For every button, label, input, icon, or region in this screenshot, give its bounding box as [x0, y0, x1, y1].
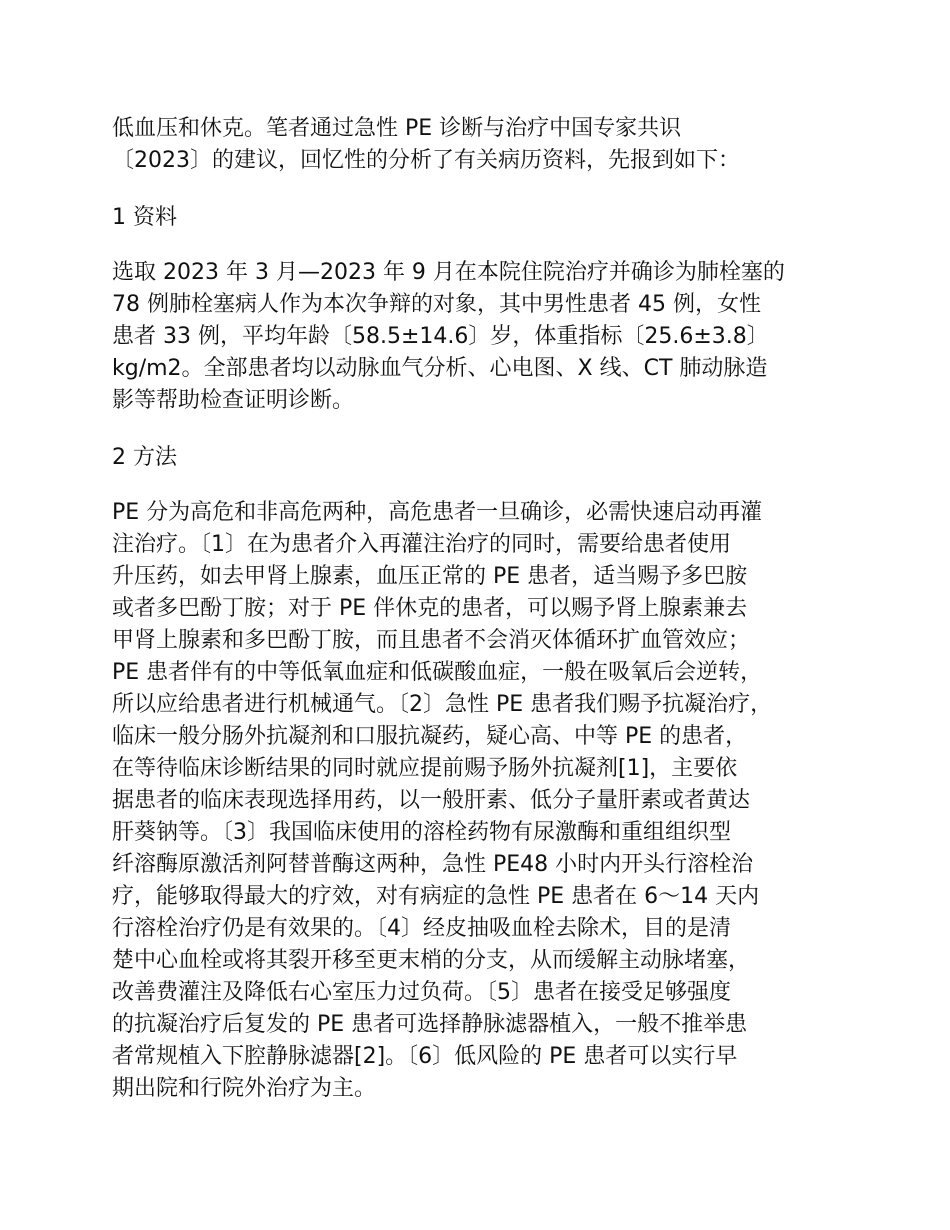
text-line: kg/m2。全部患者均以动脉血气分析、心电图、X 线、CT 肺动脉造 — [112, 356, 768, 381]
methods-paragraph — [112, 497, 832, 1105]
text-line: 疗，能够取得最大的疗效，对有病症的急性 PE 患者在 6～14 天内 — [112, 884, 760, 909]
text-line: 者常规植入下腔静脉滤器[2]。〔6〕低风险的 PE 患者可以实行早 — [112, 1044, 738, 1069]
text-line: 影等帮助检查证明诊断。 — [112, 388, 355, 413]
text-line: 〔2023〕的建议，回忆性的分析了有关病历资料，先报到如下： — [112, 148, 740, 173]
text-line: PE 患者伴有的中等低氧血症和低碳酸血症，一般在吸氧后会逆转， — [112, 660, 763, 685]
text-line: 选取 2023 年 3 月—2023 年 9 月在本院住院治疗并确诊为肺栓塞的 — [112, 260, 785, 285]
text-line: 的抗凝治疗后复发的 PE 患者可选择静脉滤器植入，一般不推举患 — [112, 1012, 748, 1037]
intro-paragraph — [112, 113, 832, 177]
materials-paragraph — [112, 257, 832, 417]
text-line: 据患者的临床表现选择用药，以一般肝素、低分子量肝素或者黄达 — [112, 788, 751, 813]
text-line: 低血压和休克。笔者通过急性 PE 诊断与治疗中国专家共识 — [112, 116, 682, 141]
document-body — [112, 113, 832, 1105]
text-line: 甲肾上腺素和多巴酚丁胺，而且患者不会消灭体循环扩血管效应； — [112, 628, 751, 653]
text-line: 在等待临床诊断结果的同时就应提前赐予肠外抗凝剂[1]，主要依 — [112, 756, 738, 781]
text-line: 或者多巴酚丁胺；对于 PE 伴休克的患者，可以赐予肾上腺素兼去 — [112, 596, 748, 621]
text-line: PE 分为高危和非高危两种，高危患者一旦确诊，必需快速启动再灌 — [112, 500, 763, 525]
text-line: 78 例肺栓塞病人作为本次争辩的对象，其中男性患者 45 例，女性 — [112, 292, 761, 317]
section-heading-materials: 1 资料 — [112, 205, 177, 230]
text-line: 期出院和行院外治疗为主。 — [112, 1076, 377, 1101]
text-line: 患者 33 例，平均年龄〔58.5±14.6〕岁，体重指标〔25.6±3.8〕 — [112, 324, 769, 349]
text-line: 楚中心血栓或将其裂开移至更末梢的分支，从而缓解主动脉堵塞， — [112, 948, 751, 973]
text-line: 注治疗。〔1〕在为患者介入再灌注治疗的同时，需要给患者使用 — [112, 532, 731, 557]
text-line: 升压药，如去甲肾上腺素，血压正常的 PE 患者，适当赐予多巴胺 — [112, 564, 748, 589]
text-line: 改善费灌注及降低右心室压力过负荷。〔5〕患者在接受足够强度 — [112, 980, 731, 1005]
text-line: 临床一般分肠外抗凝剂和口服抗凝药，疑心高、中等 PE 的患者， — [112, 724, 748, 749]
text-line: 行溶栓治疗仍是有效果的。〔4〕经皮抽吸血栓去除术，目的是清 — [112, 916, 731, 941]
text-line: 纤溶酶原激活剂阿替普酶这两种，急性 PE48 小时内开头行溶栓治 — [112, 852, 754, 877]
text-line: 肝葵钠等。〔3〕我国临床使用的溶栓药物有尿激酶和重组组织型 — [112, 820, 731, 845]
text-line: 所以应给患者进行机械通气。〔2〕急性 PE 患者我们赐予抗凝治疗， — [112, 692, 773, 717]
section-heading-methods: 2 方法 — [112, 445, 177, 470]
